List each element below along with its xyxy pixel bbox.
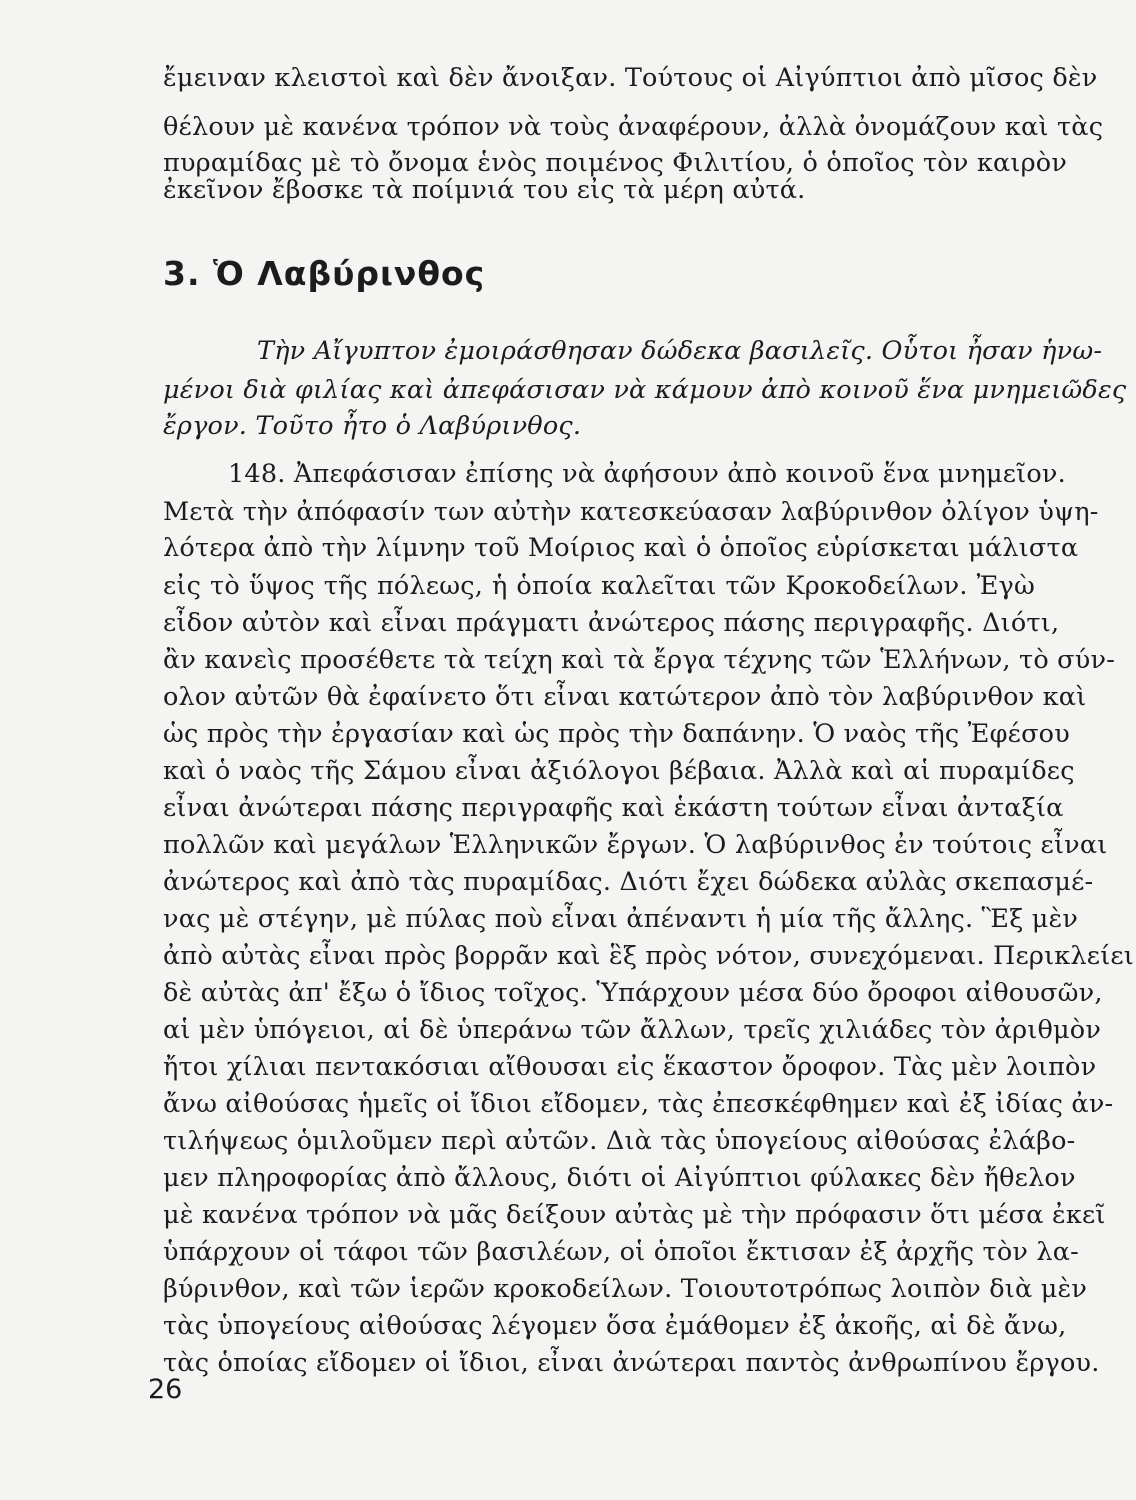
body-line: ὑπάρχουν οἱ τάφοι τῶν βασιλέων, οἱ ὁποῖοι ἔκτισαν ἐξ ἀρχῆς τὸν λα- [163, 1237, 1079, 1267]
body-line: μὲ κανένα τρόπον νὰ μᾶς δείξουν αὐτὰς μὲ τὴν πρόφασιν ὅτι μέσα ἐκεῖ [163, 1200, 1106, 1230]
intro-line: θέλουν μὲ κανένα τρόπον νὰ τοὺς ἀναφέρουν, ἀλλὰ ὀνομάζουν καὶ τὰς [163, 112, 1104, 142]
body-line: ἂν κανεὶς προσέθετε τὰ τείχη καὶ τὰ ἔργα τέχνης τῶν Ἑλλήνων, τὸ σύν- [163, 645, 1116, 675]
body-line: εἰς τὸ ὕψος τῆς πόλεως, ἡ ὁποία καλεῖται τῶν Κροκοδείλων. Ἐγὼ [163, 571, 1035, 601]
body-line: δὲ αὐτὰς ἀπ' ἔξω ὁ ἴδιος τοῖχος. Ὑπάρχουν μέσα δύο ὄροφοι αἰθουσῶν, [163, 978, 1103, 1008]
body-line: ἀπὸ αὐτὰς εἶναι πρὸς βορρᾶν καὶ ἓξ πρὸς νότον, συνεχόμεναι. Περικλείει [163, 941, 1135, 971]
intro-line: πυραμίδας μὲ τὸ ὄνομα ἑνὸς ποιμένος Φιλιτίου, ὁ ὁποῖος τὸν καιρὸν [163, 148, 1068, 178]
body-line: λότερα ἀπὸ τὴν λίμνην τοῦ Μοίριος καὶ ὁ ὁποῖος εὑρίσκεται μάλιστα [163, 533, 1079, 563]
body-line: καὶ ὁ ναὸς τῆς Σάμου εἶναι ἀξιόλογοι βέβαια. Ἀλλὰ καὶ αἱ πυραμίδες [163, 756, 1075, 786]
body-line: ολον αὐτῶν θὰ ἐφαίνετο ὅτι εἶναι κατώτερον ἀπὸ τὸν λαβύρινθον καὶ [163, 682, 1087, 712]
summary-line: μένοι διὰ φιλίας καὶ ἀπεφάσισαν νὰ κάμουν ἀπὸ κοινοῦ ἕνα μνημειῶδες [163, 375, 1127, 405]
body-line: ἀνώτερος καὶ ἀπὸ τὰς πυραμίδας. Διότι ἔχει δώδεκα αὐλὰς σκεπασμέ- [163, 867, 1094, 897]
body-line: Μετὰ τὴν ἀπόφασίν των αὐτὴν κατεσκεύασαν λαβύρινθον ὀλίγον ὑψη- [163, 497, 1099, 527]
body-line: εἶναι ἀνώτεραι πάσης περιγραφῆς καὶ ἑκάστη τούτων εἶναι ἀνταξία [163, 793, 1064, 823]
summary-line: ἔργον. Τοῦτο ἦτο ὁ Λαβύρινθος. [163, 411, 582, 441]
body-line: ὡς πρὸς τὴν ἐργασίαν καὶ ὡς πρὸς τὴν δαπάνην. Ὁ ναὸς τῆς Ἐφέσου [163, 719, 1070, 749]
body-line: μεν πληροφορίας ἀπὸ ἄλλους, διότι οἱ Αἰγύπτιοι φύλακες δὲν ἤθελον [163, 1163, 1076, 1193]
body-line: αἱ μὲν ὑπόγειοι, αἱ δὲ ὑπεράνω τῶν ἄλλων, τρεῖς χιλιάδες τὸν ἀριθμὸν [163, 1015, 1102, 1045]
body-line: νας μὲ στέγην, μὲ πύλας ποὺ εἶναι ἀπέναντι ἡ μία τῆς ἄλλης. Ἓξ μὲν [163, 904, 1079, 934]
page-number: 26 [148, 1374, 183, 1405]
intro-line: ἐκεῖνον ἔβοσκε τὰ ποίμνιά του εἰς τὰ μέρη αὐτά. [163, 175, 806, 205]
summary-line: Τὴν Αἴγυπτον ἐμοιράσθησαν δώδεκα βασιλεῖς. Οὗτοι ἦσαν ἡνω- [257, 336, 1103, 366]
body-line: ἄνω αἰθούσας ἡμεῖς οἱ ἴδιοι εἴδομεν, τὰς ἐπεσκέφθημεν καὶ ἐξ ἰδίας ἀν- [163, 1089, 1114, 1119]
body-line: εἶδον αὐτὸν καὶ εἶναι πράγματι ἀνώτερος πάσης περιγραφῆς. Διότι, [163, 608, 1060, 638]
section-heading: 3. Ὁ Λαβύρινθος [163, 254, 486, 293]
body-line: ἤτοι χίλιαι πεντακόσιαι αἴθουσαι εἰς ἕκαστον ὄροφον. Τὰς μὲν λοιπὸν [163, 1052, 1097, 1082]
body-line: τὰς ὁποίας εἴδομεν οἱ ἴδιοι, εἶναι ἀνώτεραι παντὸς ἀνθρωπίνου ἔργου. [163, 1348, 1100, 1378]
body-line: βύρινθον, καὶ τῶν ἱερῶν κροκοδείλων. Τοιουτοτρόπως λοιπὸν διὰ μὲν [163, 1274, 1088, 1304]
body-line: τιλήψεως ὁμιλοῦμεν περὶ αὐτῶν. Διὰ τὰς ὑπογείους αἰθούσας ἐλάβο- [163, 1126, 1076, 1156]
body-line: 148. Ἀπεφάσισαν ἐπίσης νὰ ἀφήσουν ἀπὸ κοινοῦ ἕνα μνημεῖον. [228, 459, 1066, 489]
body-line: τὰς ὑπογείους αἰθούσας λέγομεν ὅσα ἐμάθομεν ἐξ ἀκοῆς, αἱ δὲ ἄνω, [163, 1311, 1067, 1341]
intro-line: ἔμειναν κλειστοὶ καὶ δὲν ἄνοιξαν. Τούτους οἱ Αἰγύπτιοι ἀπὸ μῖσος δὲν [163, 63, 1098, 93]
body-line: πολλῶν καὶ μεγάλων Ἑλληνικῶν ἔργων. Ὁ λαβύρινθος ἐν τούτοις εἶναι [163, 830, 1108, 860]
